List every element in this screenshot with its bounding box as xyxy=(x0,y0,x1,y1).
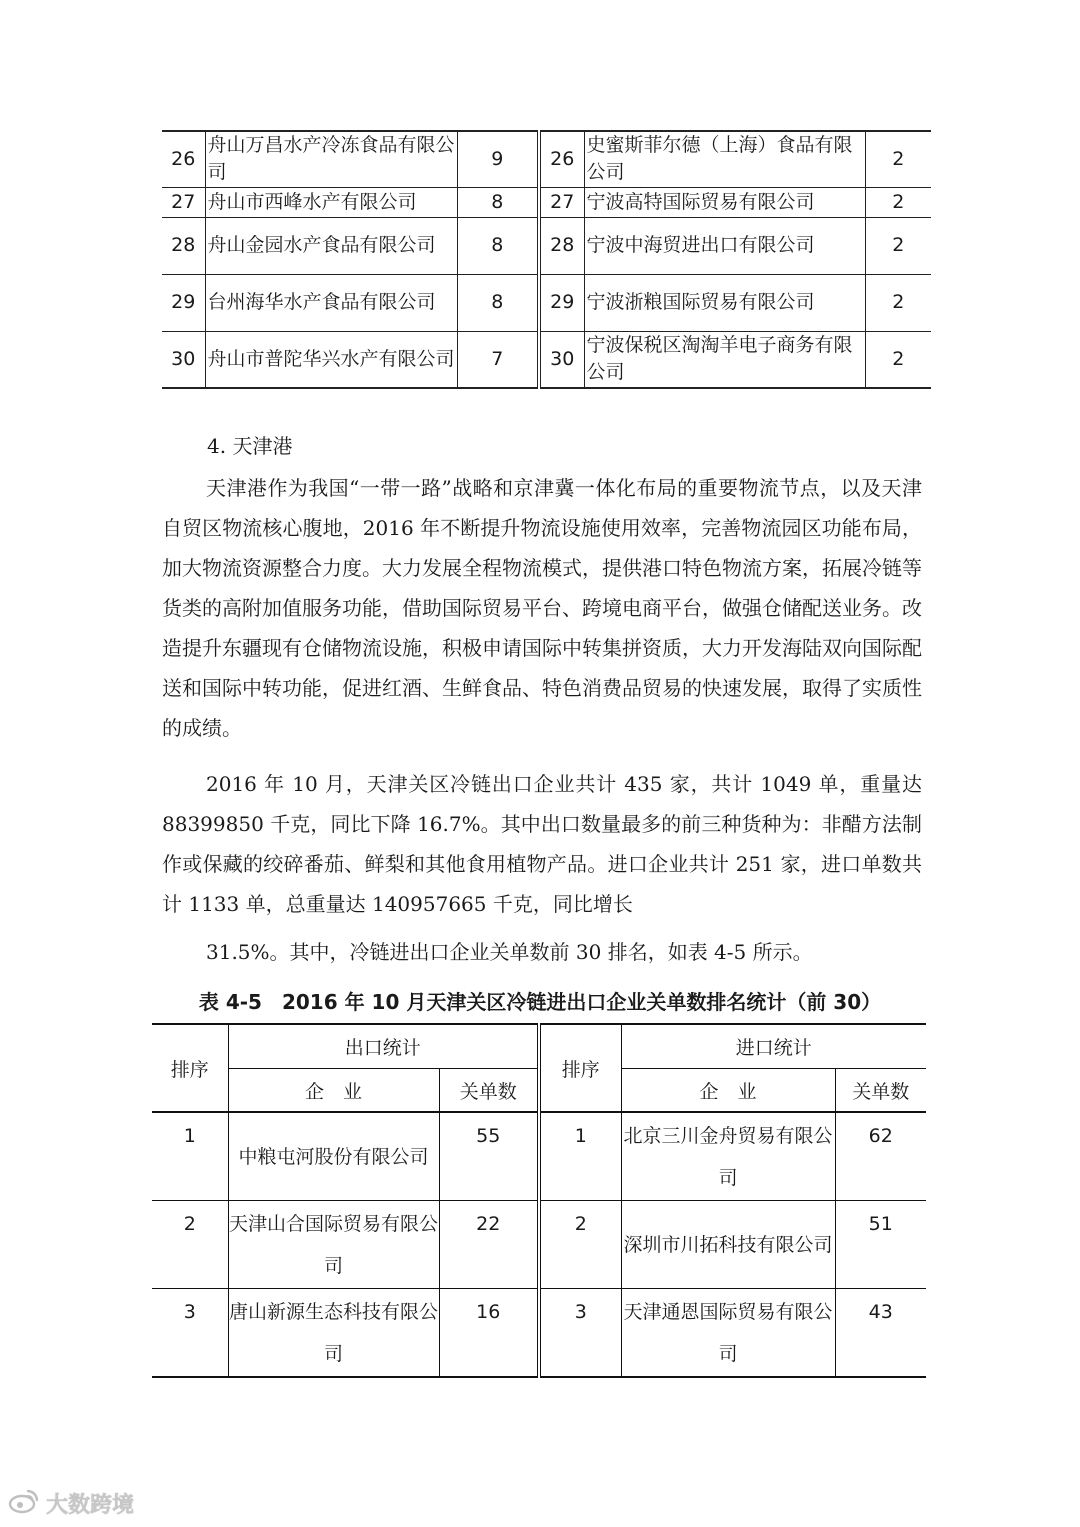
right-company: 宁波中海贸进出口有限公司 xyxy=(584,217,865,274)
rank-header: 排序 xyxy=(539,1024,621,1112)
right-company: 宁波保税区淘淘羊电子商务有限公司 xyxy=(584,331,865,388)
paragraph-1: 天津港作为我国“一带一路”战略和京津冀一体化布局的重要物流节点，以及天津自贸区物流核心腹地，2016 年不断提升物流设施使用效率，完善物流园区功能布局，加大物流资源整合力度。大力发展全程物流模式，提供港口特色物流方案，拓展冷链等货类的高附加值服务功能，借助国际贸易平台、跨境电商平台，做强仓储配送业务。改造提升东疆现有仓储物流设施，积极申请国际中转集拼资质，大力开发海陆双向国际配送和国际中转功能，促进红酒、生鲜食品、特色消费品贸易的快速发展，取得了实质性的成绩。 xyxy=(162,476,922,740)
weibo-logo-icon xyxy=(8,1488,40,1518)
table-caption: 表 4-5 2016 年 10 月天津关区冷链进出口企业关单数排名统计（前 30） xyxy=(198,990,882,1014)
count-header: 关单数 xyxy=(439,1069,539,1113)
import-company: 北京三川金舟贸易有限公司 xyxy=(621,1112,835,1201)
left-rank: 28 xyxy=(162,217,205,274)
left-rank: 30 xyxy=(162,331,205,388)
export-rank: 3 xyxy=(152,1289,228,1378)
right-rank: 26 xyxy=(539,131,584,187)
table-row xyxy=(162,217,931,274)
ranking-table-4-5 xyxy=(152,1023,926,1378)
export-count: 16 xyxy=(439,1289,539,1378)
import-header: 进口统计 xyxy=(621,1024,926,1069)
import-count: 62 xyxy=(835,1112,926,1201)
rank-header: 排序 xyxy=(152,1024,228,1112)
table-row xyxy=(152,1201,926,1289)
export-company: 唐山新源生态科技有限公司 xyxy=(228,1289,439,1378)
table-row xyxy=(162,331,931,388)
import-count: 51 xyxy=(835,1201,926,1289)
right-count: 2 xyxy=(865,274,931,331)
export-company: 天津山合国际贸易有限公司 xyxy=(228,1201,439,1289)
count-header: 关单数 xyxy=(835,1069,926,1113)
import-rank: 1 xyxy=(539,1112,621,1201)
left-company: 舟山市西峰水产有限公司 xyxy=(205,187,457,217)
table-row xyxy=(152,1112,926,1201)
section-heading: 4. 天津港 xyxy=(207,434,293,458)
right-rank: 30 xyxy=(539,331,584,388)
right-count: 2 xyxy=(865,217,931,274)
left-count: 7 xyxy=(457,331,539,388)
table-row xyxy=(162,187,931,217)
table-row xyxy=(162,131,931,187)
import-company: 深圳市川拓科技有限公司 xyxy=(621,1201,835,1289)
left-rank: 29 xyxy=(162,274,205,331)
left-count: 9 xyxy=(457,131,539,187)
right-rank: 29 xyxy=(539,274,584,331)
watermark-text: 大数跨境 xyxy=(46,1492,135,1518)
left-company: 舟山万昌水产冷冻食品有限公司 xyxy=(205,131,457,187)
right-company: 史蜜斯菲尔德（上海）食品有限公司 xyxy=(584,131,865,187)
watermark xyxy=(8,1488,134,1518)
left-rank: 27 xyxy=(162,187,205,217)
export-rank: 2 xyxy=(152,1201,228,1289)
top-ranking-table xyxy=(162,130,931,389)
table-row xyxy=(152,1289,926,1378)
company-header: 企 业 xyxy=(228,1069,439,1113)
import-rank: 2 xyxy=(539,1201,621,1289)
import-company: 天津通恩国际贸易有限公司 xyxy=(621,1289,835,1378)
export-header: 出口统计 xyxy=(228,1024,539,1069)
left-rank: 26 xyxy=(162,131,205,187)
left-count: 8 xyxy=(457,217,539,274)
export-count: 55 xyxy=(439,1112,539,1201)
paragraph-3: 31.5%。其中，冷链进出口企业关单数前 30 排名，如表 4-5 所示。 xyxy=(206,940,813,964)
left-company: 台州海华水产食品有限公司 xyxy=(205,274,457,331)
right-count: 2 xyxy=(865,187,931,217)
right-count: 2 xyxy=(865,331,931,388)
right-rank: 27 xyxy=(539,187,584,217)
paragraph-2: 2016 年 10 月，天津关区冷链出口企业共计 435 家，共计 1049 单，重量达 88399850 千克，同比下降 16.7%。其中出口数量最多的前三种货种为：非醋方法制作或保藏的绞碎番茄、鲜梨和其他食用植物产品。进口企业共计 251 家，进口单数共计 1133 单，总重量达 140957665 千克，同比增长 xyxy=(162,772,922,916)
right-rank: 28 xyxy=(539,217,584,274)
export-count: 22 xyxy=(439,1201,539,1289)
export-company: 中粮屯河股份有限公司 xyxy=(228,1112,439,1201)
left-company: 舟山金园水产食品有限公司 xyxy=(205,217,457,274)
right-company: 宁波高特国际贸易有限公司 xyxy=(584,187,865,217)
import-count: 43 xyxy=(835,1289,926,1378)
left-company: 舟山市普陀华兴水产有限公司 xyxy=(205,331,457,388)
import-rank: 3 xyxy=(539,1289,621,1378)
table-row xyxy=(162,274,931,331)
right-count: 2 xyxy=(865,131,931,187)
export-rank: 1 xyxy=(152,1112,228,1201)
left-count: 8 xyxy=(457,274,539,331)
left-count: 8 xyxy=(457,187,539,217)
right-company: 宁波浙粮国际贸易有限公司 xyxy=(584,274,865,331)
company-header: 企 业 xyxy=(621,1069,835,1113)
